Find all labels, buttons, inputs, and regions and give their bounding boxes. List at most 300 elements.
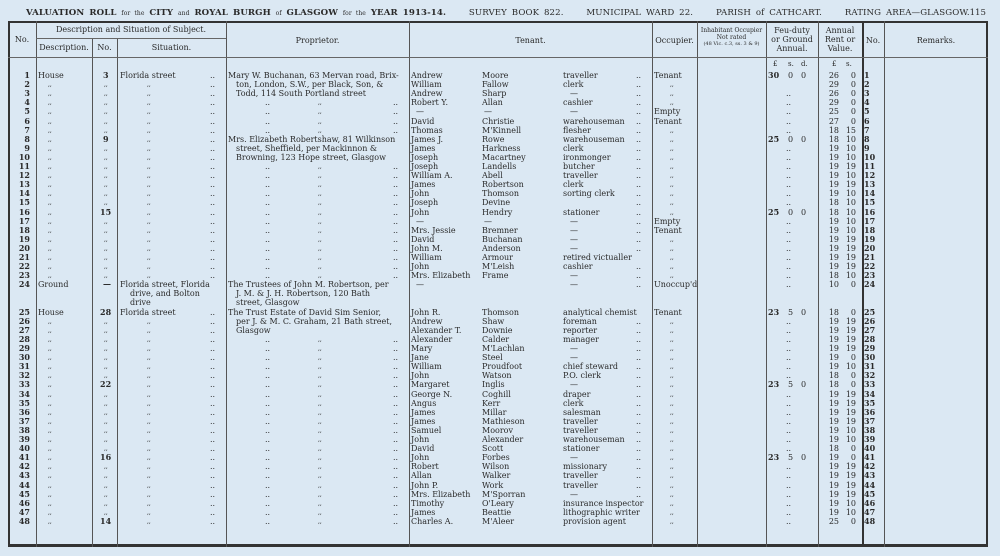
tenant-surname: Millar — [482, 407, 507, 417]
leader-dots: .. — [393, 162, 399, 171]
ditto-mark: ,, — [670, 263, 674, 271]
row-number-right: 36 — [864, 406, 876, 417]
ditto-mark: ,, — [670, 426, 674, 434]
ditto-mark: ,, — [670, 472, 674, 480]
leader-dots: .. — [786, 389, 792, 399]
leader-dots: .. — [393, 225, 399, 235]
ditto-mark: ,, — [670, 317, 674, 325]
proprietor: The Trust Estate of David Sim Senior, — [228, 307, 382, 317]
ditto-mark: ,, — [670, 335, 674, 343]
leader-dots: .. — [210, 171, 216, 181]
row-number: 21 — [18, 252, 30, 262]
leader-dots: .. — [786, 480, 792, 490]
ditto-mark: ,, — [48, 199, 52, 207]
occupation: P.O. clerk — [563, 371, 601, 381]
rent-shillings: 10 — [845, 216, 856, 226]
rent-shillings: 10 — [845, 362, 856, 372]
table-row — [0, 371, 1000, 380]
leader-dots: .. — [786, 98, 792, 108]
table-row — [0, 71, 1000, 80]
rent-shillings: 15 — [845, 125, 856, 135]
title-part: for the — [342, 10, 366, 17]
leader-dots: .. — [393, 498, 399, 508]
rent-shillings: 19 — [845, 416, 856, 426]
tenant-surname: — — [484, 216, 492, 226]
leader-dots: .. — [210, 471, 216, 481]
rent-pounds: 26 — [828, 89, 839, 99]
tenant-first-name: Robert Y. — [411, 98, 449, 108]
leader-dots: .. — [210, 216, 216, 226]
tenant-first-name: Timothy — [411, 498, 445, 508]
header-remarks: Remarks. — [916, 36, 956, 45]
leader-dots: .. — [265, 489, 271, 499]
occupation: — — [570, 216, 578, 226]
proprietor: Browning, 123 Hope street, Glasgow — [236, 152, 386, 162]
rent-pounds: 19 — [828, 225, 839, 235]
ditto-mark: ,, — [670, 399, 674, 407]
ditto-mark: ,, — [104, 263, 108, 271]
rent-shillings: 19 — [845, 234, 856, 244]
tenant-first-name: James — [411, 407, 436, 417]
leader-dots: .. — [636, 225, 642, 235]
ditto-mark: ,, — [147, 90, 151, 98]
ditto-mark: ,, — [104, 153, 108, 161]
ditto-mark: ,, — [670, 499, 674, 507]
leader-dots: .. — [265, 389, 271, 399]
rent-pounds: 19 — [828, 453, 839, 463]
leader-dots: .. — [393, 189, 399, 199]
tenant-first-name: William A. — [411, 171, 453, 181]
ditto-mark: ,, — [318, 272, 322, 280]
rent-pounds: 19 — [828, 480, 839, 490]
ditto-mark: ,, — [48, 363, 52, 371]
rent-shillings: 19 — [845, 489, 856, 499]
ditto-mark: ,, — [670, 490, 674, 498]
tenant-surname: Fallow — [482, 80, 509, 90]
leader-dots: .. — [636, 143, 642, 153]
header-feu-duty — [766, 26, 818, 53]
ditto-mark: ,, — [48, 445, 52, 453]
leader-dots: .. — [786, 398, 792, 408]
ditto-mark: ,, — [48, 117, 52, 125]
ditto-mark: ,, — [670, 99, 674, 107]
feu-pounds: 30 — [768, 70, 780, 80]
ditto-mark: ,, — [104, 354, 108, 362]
tenant-first-name: James — [411, 143, 436, 153]
leader-dots: .. — [210, 225, 216, 235]
leader-dots: .. — [265, 334, 271, 344]
row-number: 4 — [24, 97, 30, 108]
leader-dots: .. — [636, 89, 642, 99]
rent-pounds: 19 — [828, 316, 839, 326]
row-number-right: 4 — [864, 97, 870, 108]
ditto-mark: ,, — [670, 181, 674, 189]
row-number: 22 — [18, 261, 30, 272]
feu-pounds: 23 — [768, 379, 780, 390]
feu-pence: 0 — [801, 71, 807, 80]
leader-dots: .. — [786, 334, 792, 344]
occupation: traveller — [563, 416, 598, 426]
ditto-mark: ,, — [318, 381, 322, 389]
occupier: Empty — [654, 216, 681, 226]
ditto-mark: ,, — [48, 381, 52, 389]
ditto-mark: ,, — [670, 345, 674, 352]
occupation: warehouseman — [563, 435, 625, 444]
header-proprietor: Proprietor. — [295, 36, 340, 45]
feu-shillings: 0 — [788, 71, 794, 80]
ditto-mark: ,, — [147, 335, 151, 343]
rent-shillings: 19 — [845, 344, 856, 353]
leader-dots: .. — [786, 507, 792, 517]
rent-pounds: 19 — [828, 498, 839, 508]
tenant-first-name: John — [411, 262, 430, 272]
occupation: traveller — [563, 171, 598, 181]
leader-dots: .. — [786, 462, 792, 472]
leader-dots: .. — [636, 243, 642, 253]
header-annual-rent — [818, 26, 862, 53]
leader-dots: .. — [210, 371, 216, 381]
leader-dots: .. — [210, 189, 216, 199]
rent-pounds: 27 — [828, 116, 839, 126]
leader-dots: .. — [210, 398, 216, 408]
leader-dots: .. — [393, 207, 399, 217]
tenant-surname: Work — [482, 480, 504, 490]
rent-shillings: 19 — [845, 480, 856, 490]
row-number-right: 10 — [864, 151, 876, 162]
row-number: 34 — [18, 388, 30, 399]
ditto-mark: ,, — [48, 390, 52, 398]
ditto-mark: ,, — [318, 345, 322, 352]
occupation: analytical chemist — [563, 307, 637, 317]
leader-dots: .. — [636, 80, 642, 90]
rent-shillings: 0 — [850, 444, 856, 454]
occupation: cashier — [563, 262, 593, 272]
header-line: or Ground — [771, 35, 813, 44]
ditto-mark: ,, — [318, 263, 322, 271]
occupation: missionary — [563, 462, 607, 472]
tenant-first-name: James — [411, 507, 436, 517]
ditto-mark: ,, — [318, 126, 322, 134]
leader-dots: .. — [210, 425, 216, 435]
leader-dots: .. — [393, 271, 399, 281]
table-row — [0, 153, 1000, 162]
tenant-surname: Steel — [482, 353, 503, 363]
occupation: clerk — [563, 398, 584, 408]
header-line: (48 Vic. c.3, ss. 3 & 9) — [703, 41, 760, 47]
row-number-right: 12 — [864, 170, 876, 181]
rent-pounds: 19 — [828, 162, 839, 171]
table-row — [0, 89, 1000, 98]
leader-dots: .. — [786, 280, 792, 290]
tenant-first-name: William — [411, 253, 442, 262]
feu-pounds: 23 — [768, 306, 780, 317]
ditto-mark: ,, — [670, 372, 674, 380]
leader-dots: .. — [393, 507, 399, 517]
leader-dots: .. — [210, 435, 216, 444]
leader-dots: .. — [636, 380, 642, 390]
table-row — [0, 499, 1000, 508]
ditto-mark: ,, — [48, 108, 52, 116]
ditto-mark: ,, — [670, 90, 674, 98]
ditto-mark: ,, — [104, 244, 108, 252]
occupation: traveller — [563, 425, 598, 435]
rent-pounds: 19 — [828, 243, 839, 253]
description: House — [38, 307, 64, 317]
ditto-mark: ,, — [670, 190, 674, 198]
table-row — [0, 235, 1000, 244]
row-number-right: 16 — [864, 206, 876, 217]
ditto-mark: ,, — [104, 181, 108, 189]
ditto-mark: ,, — [670, 363, 674, 371]
leader-dots: .. — [636, 462, 642, 472]
ditto-mark: ,, — [670, 135, 674, 143]
feu-unit-pence: d. — [801, 60, 808, 68]
ditto-mark: ,, — [104, 217, 108, 225]
ditto-mark: ,, — [147, 81, 151, 89]
occupation: foreman — [563, 316, 597, 326]
situation: Florida street — [120, 307, 176, 317]
header-occupier: Occupier. — [655, 36, 694, 45]
tenant-surname: Coghill — [482, 389, 511, 399]
ditto-mark: ,, — [147, 326, 151, 334]
ditto-mark: ,, — [48, 99, 52, 107]
rent-pounds: 19 — [828, 471, 839, 481]
proprietor: Mrs. Elizabeth Robertshaw, 81 Wilkinson — [228, 134, 396, 144]
leader-dots: .. — [786, 271, 792, 281]
tenant-first-name: William — [411, 362, 442, 372]
rent-pounds: 19 — [828, 407, 839, 417]
ditto-mark: ,, — [318, 226, 322, 234]
row-number-right: 3 — [864, 88, 870, 99]
tenant-first-name: James — [411, 416, 436, 426]
ditto-mark: ,, — [48, 517, 52, 525]
description: House — [38, 71, 64, 80]
leader-dots: .. — [636, 489, 642, 499]
municipal-ward: MUNICIPAL WARD 22. — [586, 8, 694, 18]
rent-pounds: 19 — [828, 507, 839, 517]
tenant-surname: Downie — [482, 325, 513, 335]
title-part: ROYAL BURGH — [194, 8, 271, 18]
tenant-surname: Landells — [482, 162, 517, 171]
ditto-mark: ,, — [318, 472, 322, 480]
rent-pounds: 18 — [828, 271, 839, 281]
ditto-mark: ,, — [147, 108, 151, 116]
leader-dots: .. — [210, 353, 216, 363]
ditto-mark: ,, — [104, 326, 108, 334]
leader-dots: .. — [786, 325, 792, 335]
row-number: 38 — [18, 424, 30, 435]
rent-pounds: 26 — [828, 71, 839, 80]
ditto-mark: ,, — [48, 126, 52, 134]
occupation: draper — [563, 389, 591, 399]
leader-dots: .. — [210, 489, 216, 499]
leader-dots: .. — [786, 489, 792, 499]
rent-shillings: 0 — [850, 453, 856, 463]
rent-pounds: 18 — [828, 307, 839, 317]
row-number: 45 — [18, 488, 30, 499]
row-number: 15 — [18, 197, 30, 208]
ditto-mark: ,, — [318, 490, 322, 498]
ditto-mark: ,, — [48, 326, 52, 334]
rent-shillings: 10 — [845, 271, 856, 281]
row-number: 37 — [18, 415, 30, 426]
leader-dots: .. — [393, 107, 399, 117]
tenant-surname: M'Lachlan — [482, 344, 525, 353]
title-part: VALUATION ROLL — [26, 8, 117, 18]
leader-dots: .. — [786, 89, 792, 99]
leader-dots: .. — [393, 216, 399, 226]
leader-dots: .. — [786, 125, 792, 135]
table-row — [0, 135, 1000, 144]
occupation: stationer — [563, 444, 600, 454]
tenant-first-name: Andrew — [411, 71, 443, 80]
ditto-mark: ,, — [48, 317, 52, 325]
leader-dots: .. — [265, 435, 271, 444]
tenant-first-name: Mrs. Jessie — [411, 225, 456, 235]
rent-shillings: 19 — [845, 334, 856, 344]
leader-dots: .. — [786, 253, 792, 262]
leader-dots: .. — [636, 216, 642, 226]
tenant-first-name: — — [416, 216, 424, 226]
feu-pounds: 25 — [768, 206, 780, 217]
row-number-right: 39 — [864, 434, 876, 444]
ditto-mark: ,, — [104, 163, 108, 170]
occupation: sorting clerk — [563, 189, 615, 199]
situation: Florida street, Florida — [120, 280, 210, 290]
row-number: 33 — [18, 379, 30, 390]
leader-dots: .. — [265, 107, 271, 117]
rent-shillings: 19 — [845, 180, 856, 190]
row-number-right: 26 — [864, 315, 876, 326]
table-row — [0, 253, 1000, 262]
ditto-mark: ,, — [104, 363, 108, 371]
ditto-mark: ,, — [670, 354, 674, 362]
leader-dots: .. — [210, 325, 216, 335]
row-number: 29 — [18, 343, 30, 353]
ditto-mark: ,, — [48, 226, 52, 234]
leader-dots: .. — [210, 307, 216, 317]
occupier: Tenant — [654, 71, 682, 80]
leader-dots: .. — [210, 207, 216, 217]
occupation: traveller — [563, 480, 598, 490]
leader-dots: .. — [210, 107, 216, 117]
row-number-right: 40 — [864, 443, 876, 454]
row-number: 23 — [18, 270, 30, 281]
table-row — [0, 380, 1000, 389]
ditto-mark: ,, — [48, 426, 52, 434]
ditto-mark: ,, — [147, 472, 151, 480]
leader-dots: .. — [265, 398, 271, 408]
table-row — [0, 117, 1000, 126]
title-part: YEAR 1913-14. — [370, 8, 447, 18]
leader-dots: .. — [393, 362, 399, 372]
rent-shillings: 0 — [850, 371, 856, 381]
leader-dots: .. — [636, 171, 642, 181]
feu-pence: 0 — [801, 134, 807, 144]
leader-dots: .. — [636, 316, 642, 326]
tenant-first-name: Joseph — [411, 198, 439, 208]
tenant-surname: Buchanan — [482, 234, 523, 244]
ditto-mark: ,, — [48, 135, 52, 143]
row-number-right: 27 — [864, 324, 876, 335]
leader-dots: .. — [393, 425, 399, 435]
leader-dots: .. — [636, 398, 642, 408]
rent-shillings: 0 — [850, 380, 856, 390]
leader-dots: .. — [786, 353, 792, 363]
row-number-right: 19 — [864, 233, 876, 244]
ditto-mark: ,, — [48, 372, 52, 380]
leader-dots: .. — [786, 107, 792, 117]
subject-number: — — [103, 279, 111, 290]
leader-dots: .. — [265, 234, 271, 244]
ditto-mark: ,, — [147, 508, 151, 516]
occupation: reporter — [563, 325, 598, 335]
table-row — [0, 453, 1000, 462]
subject-number: 22 — [100, 379, 112, 390]
header-line: Rent or — [824, 35, 856, 44]
rent-shillings: 0 — [850, 280, 856, 290]
tenant-surname: Christie — [482, 116, 515, 126]
proprietor: Mary W. Buchanan, 63 Mervan road, Brix- — [228, 71, 399, 80]
leader-dots: .. — [393, 416, 399, 426]
tenant-surname: M'Aleer — [482, 516, 515, 526]
row-number-right: 18 — [864, 224, 876, 235]
leader-dots: .. — [265, 125, 271, 135]
leader-dots: .. — [786, 225, 792, 235]
tenant-first-name: Andrew — [411, 89, 443, 99]
ditto-mark: ,, — [104, 499, 108, 507]
row-number-right: 8 — [864, 133, 870, 144]
tenant-first-name: James — [411, 180, 436, 190]
ditto-mark: ,, — [147, 208, 151, 216]
ditto-mark: ,, — [48, 417, 52, 425]
tenant-surname: Anderson — [482, 243, 521, 253]
rent-pounds: 19 — [828, 189, 839, 199]
tenant-first-name: John — [411, 435, 430, 444]
rent-shillings: 10 — [845, 425, 856, 435]
row-number-right: 15 — [864, 197, 876, 208]
leader-dots: .. — [210, 253, 216, 262]
tenant-surname: M'Leish — [482, 262, 515, 272]
table-row — [0, 471, 1000, 480]
leader-dots: .. — [210, 198, 216, 208]
leader-dots: .. — [265, 425, 271, 435]
ditto-mark: ,, — [318, 436, 322, 443]
ditto-mark: ,, — [48, 144, 52, 152]
tenant-first-name: David — [411, 116, 435, 126]
rent-pounds: 18 — [828, 125, 839, 135]
leader-dots: .. — [265, 171, 271, 181]
proprietor: J. M. & J. H. Robertson, 120 Bath — [236, 289, 371, 299]
rent-shillings: 10 — [845, 134, 856, 144]
ditto-mark: ,, — [318, 417, 322, 425]
ditto-mark: ,, — [48, 436, 52, 443]
leader-dots: .. — [210, 334, 216, 344]
leader-dots: .. — [265, 162, 271, 171]
tenant-first-name: John — [411, 371, 430, 381]
feu-shillings: 5 — [788, 453, 794, 463]
leader-dots: .. — [636, 471, 642, 481]
ditto-mark: ,, — [48, 163, 52, 170]
row-number: 28 — [18, 333, 30, 344]
row-number: 25 — [18, 306, 30, 317]
leader-dots: .. — [393, 116, 399, 126]
row-number-right: 9 — [864, 142, 870, 153]
ditto-mark: ,, — [670, 144, 674, 152]
rent-pounds: 19 — [828, 334, 839, 344]
table-row — [0, 390, 1000, 399]
rent-shillings: 10 — [845, 143, 856, 153]
